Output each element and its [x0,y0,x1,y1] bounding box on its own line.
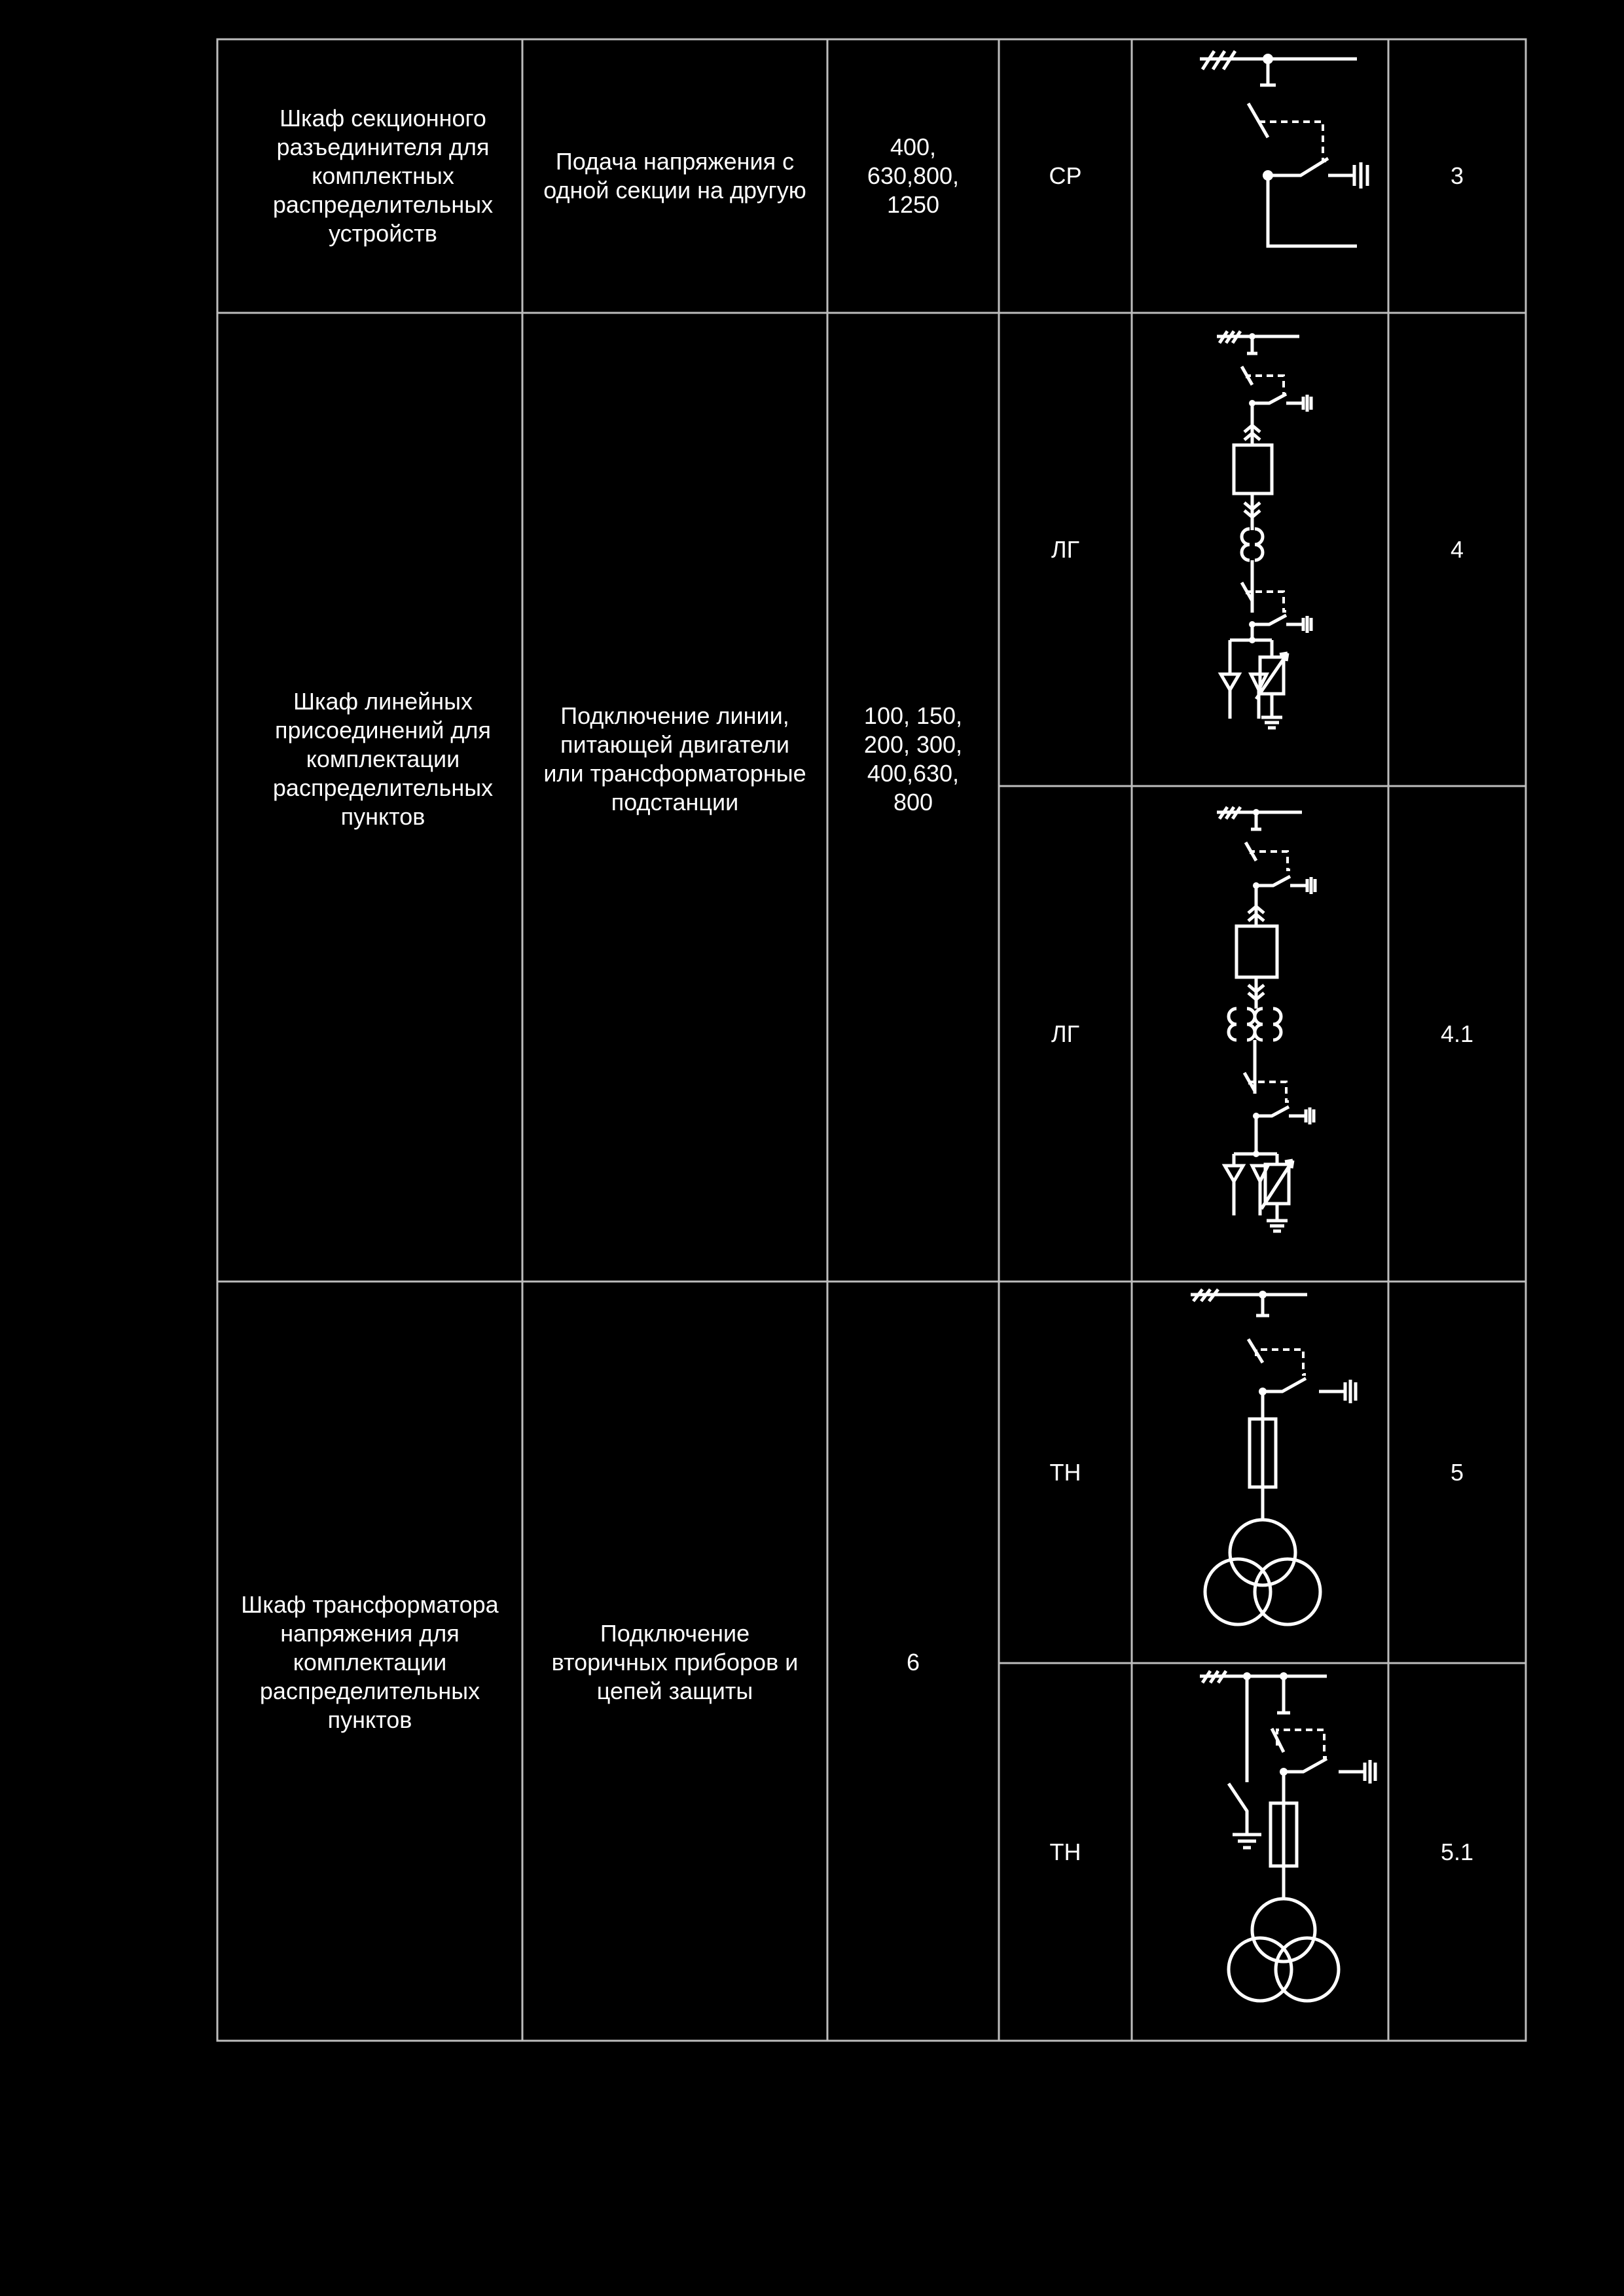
row-2b-number: 4.1 [1440,1020,1474,1047]
row-3-current: 6 [906,1649,920,1676]
line-feeder-3ct-scheme [1132,786,1388,1282]
row-1-name: Шкаф секционного разъединителя для комплектных распределительных устройств [272,105,494,247]
row-2-name: Шкаф линейных присоединений для комплектации распределительных пунктов [272,688,494,830]
row-1-purpose: Подача напряжения с одной секции на другую [543,148,806,204]
row-3a-number: 5 [1450,1458,1464,1486]
row-1-current: 400, 630,800, 1250 [867,134,960,218]
row-2a-number: 4 [1450,535,1464,563]
row-2-purpose: Подключение линии, питающей двигатели или трансформаторные подстанции [543,702,806,816]
voltage-transformer-grounded-scheme [1132,1663,1388,2041]
row-2a-code: ЛГ [1051,535,1080,563]
row-3-name: Шкаф трансформатора напряжения для комплектации распределительных пунктов [241,1591,499,1733]
row-3b-code: ТН [1049,1838,1081,1865]
row-1-number: 3 [1450,162,1464,189]
row-3-purpose: Подключение вторичных приборов и цепей защиты [551,1620,799,1704]
row-2b-code: ЛГ [1051,1020,1080,1047]
row-2-current: 100, 150, 200, 300, 400,630, 800 [863,702,963,816]
voltage-transformer-scheme [1132,1282,1388,1663]
sectional-disconnector-scheme [1132,39,1388,313]
line-feeder-2ct-scheme [1132,313,1388,786]
row-3b-number: 5.1 [1440,1838,1474,1865]
row-1-code: СР [1049,162,1082,189]
row-3a-code: ТН [1049,1458,1081,1486]
